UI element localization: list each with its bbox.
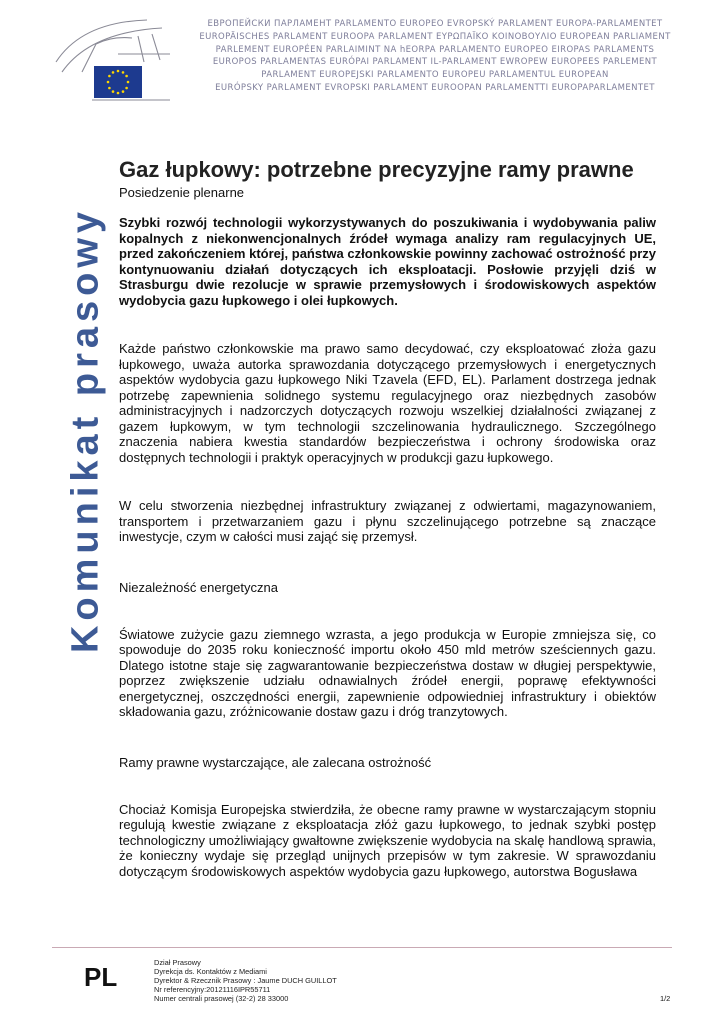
section-heading: Niezależność energetyczna xyxy=(119,579,278,595)
article xyxy=(119,155,656,879)
parliament-names-row: EUROPÄISCHES PARLAMENT EUROOPA PARLAMENT ΕΥΡΩΠΑΪΚΟ ΚΟΙΝΟΒΟΥΛΙΟ EUROPEAN PARLIAMENT xyxy=(199,31,671,42)
press-release-label: Komunikat prasowy xyxy=(64,206,107,654)
footer-line: Dyrektor & Rzecznik Prasowy : Jaume DUCH GUILLOT xyxy=(154,976,337,985)
parliament-names-block xyxy=(190,18,680,95)
article-lead: Szybki rozwój technologii wykorzystywanych do poszukiwania i wydobywania paliw kopalnych z niekonwencjonalnych źródeł wymaga analizy ram regulacyjnych UE, przed zakończeniem której, państwa członkowskie powinny zachować ostrożność przy kontynuowaniu działań dotyczących ich eksploatacji. Posłowie przyjęli dziś w Strasburgu dwie rezolucje w sprawie przemysłowych i środowiskowych aspektów wydobycia gazu łupkowego i olei łupkowych. xyxy=(119,215,656,308)
footer-line: Dyrekcja ds. Kontaktów z Mediami xyxy=(154,967,267,976)
page-number: 1/2 xyxy=(660,994,671,1003)
parliament-names-row: EURÓPSKY PARLAMENT EVROPSKI PARLAMENT EUROOPAN PARLAMENTTI EUROPAPARLAMENTET xyxy=(215,82,655,93)
article-paragraph: W celu stworzenia niezbędnej infrastruktury związanej z odwiertami, magazynowaniem, transportem i przetwarzaniem gazu i płynu szczelinującego potrzebne są znaczące inwestycje, czym w całości musi zająć się przemysł. xyxy=(119,498,656,544)
article-subtitle: Posiedzenie plenarne xyxy=(119,185,245,200)
language-code: PL xyxy=(84,962,118,992)
footer-line: Dział Prasowy xyxy=(154,958,201,967)
parliament-names-row: PARLAMENT EUROPEJSKI PARLAMENTO EUROPEU PARLAMENTUL EUROPEAN xyxy=(261,70,609,81)
article-title: Gaz łupkowy: potrzebne precyzyjne ramy prawne xyxy=(119,157,634,182)
footer-line: Numer centrali prasowej (32-2) 28 33000 xyxy=(154,994,289,1003)
article-paragraph: Każde państwo członkowskie ma prawo samo decydować, czy eksploatować złoża gazu łupkowego, uważa autorka sprawozdania dotyczącego przemysłowych i energetycznych aspektów wydobycia gazu łupkowego Niki Tzavela (EFD, EL). Parlament dostrzega jednak potrzebę zapewnienia solidnego systemu regulacyjnego oraz niezbędnych zasobów administracyjnych i nadzorczych dotyczących rozwoju wszelkiej działalności związanej z gazem łupkowym, w tym technologii szczelinowania hydraulicznego. Szczególnego znaczenia nabiera kwestia standardów bezpieczeństwa i ochrony środowiska oraz dostępnych technologii i praktyk operacyjnych w produkcji gazu łupkowego. xyxy=(119,341,656,465)
footer-line: Nr referencyjny:20121116IPR55711 xyxy=(154,985,271,994)
footer-divider xyxy=(52,947,672,948)
parliament-names-row: ЕВРОПЕЙСКИ ПАРЛАМЕНТ PARLAMENTO EUROPEO EVROPSKÝ PARLAMENT EUROPA-PARLAMENTET xyxy=(207,19,663,29)
article-paragraph: Światowe zużycie gazu ziemnego wzrasta, a jego produkcja w Europie zmniejsza się, co spowoduje do 2035 roku konieczność importu około 450 mld metrów sześciennych gazu. Dlatego istotne staje się zagwarantowanie bezpieczeństwa dostaw w długiej perspektywie, poprzez zwiększenie udziału odnawialnych źródeł energii, poprawę efektywności energetycznej, oszczędności energii, zapewnienie odpowiedniej infrastruktury i obiektów składowania gazu, zróżnicowanie dostaw gazu i dróg tranzytowych. xyxy=(119,626,656,719)
parliament-names-row: PARLEMENT EUROPÉEN PARLAIMINT NA hEORPA PARLAMENTO EUROPEO EIROPAS PARLAMENTS xyxy=(215,44,655,55)
european-parliament-logo xyxy=(52,14,202,106)
section-heading: Ramy prawne wystarczające, ale zalecana ostrożność xyxy=(119,754,432,770)
parliament-names-row: EUROPOS PARLAMENTAS EURÓPAI PARLAMENT IL-PARLAMENT EWROPEW EUROPEES PARLEMENT xyxy=(212,57,658,68)
footer-contact xyxy=(154,958,337,1003)
article-paragraph: Chociaż Komisja Europejska stwierdziła, że obecne ramy prawne w wystarczającym stopniu regulują kwestie związane z eksploatacja złóż gazu łupkowego, to jednak szybki postęp technologiczny umożliwiający gwałtowne zwiększenie wydobycia na skalę handlową sprawia, że konieczny wydaje się przegląd unijnych przepisów w tym zakresie. W sprawozdaniu dotyczącym środowiskowych aspektów wydobycia gazu łupkowego, autorstwa Bogusława xyxy=(119,801,656,879)
